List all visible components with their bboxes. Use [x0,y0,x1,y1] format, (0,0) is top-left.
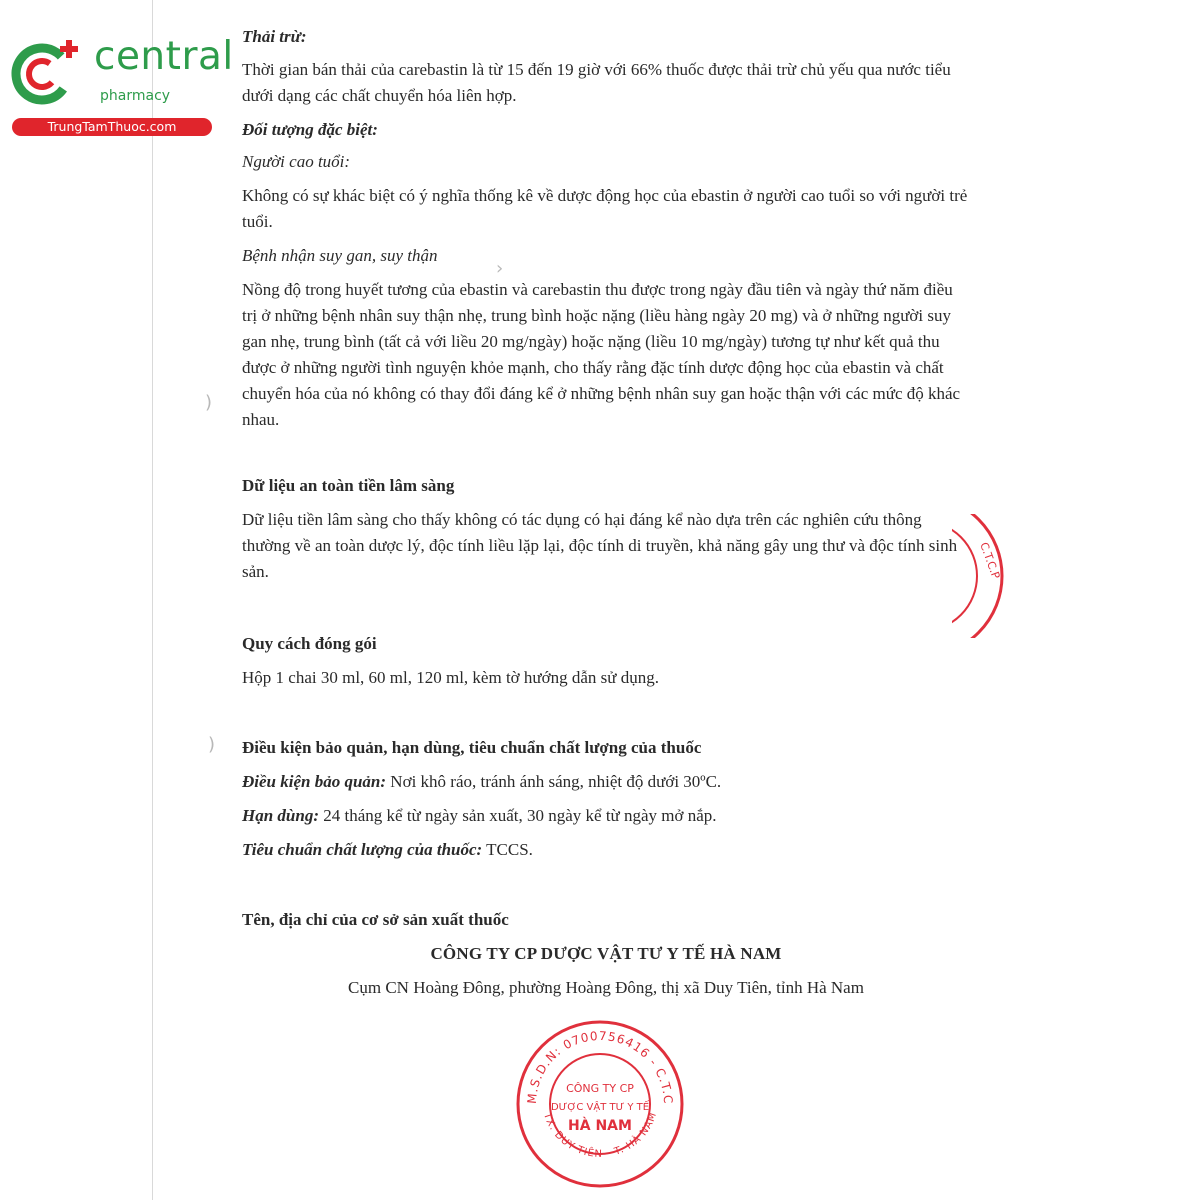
stamp-ring-text: M.S.D.N: 0700756416 - C.T.C [524,1028,676,1105]
packaging-heading: Quy cách đóng gói [242,634,377,653]
preclinical-text: Dữ liệu tiền lâm sàng cho thấy không có tác dụng có hại đáng kể nào dựa trên các nghiên cứu thông thường về an toàn dược lý, độc tính liều lặp lại, độc tính di truyền, khả năng gây ung thư và độc tính sinh sản. [242,510,958,581]
expiry-line [242,803,970,829]
stamp-line-1: CÔNG TY CP [566,1082,634,1095]
impairment-text: Nồng độ trong huyết tương của ebastin và carebastin thu được trong ngày đầu tiên và ngày thứ năm điều trị ở những bệnh nhân suy thận nhẹ, trung bình hoặc nặng (liều hàng ngày 20 mg) và ở những người suy gan nhẹ, trung bình (tất cả với liều 20 mg/ngày) hoặc nặng (liều 10 mg/ngày) tương tự như kết quả thu được ở những người tình nguyện khỏe mạnh, cho thấy rằng đặc tính dược động học của ebastin và chất chuyển hóa của nó không có thay đổi đáng kể ở những bệnh nhân suy gan hoặc thận với các mức độ khác nhau. [242,280,961,429]
storage-value: Nơi khô ráo, tránh ánh sáng, nhiệt độ dưới 30ºC. [386,772,722,791]
storage-heading: Điều kiện bảo quản, hạn dùng, tiêu chuẩn chất lượng của thuốc [242,738,702,757]
expiry-label: Hạn dùng: [242,806,319,825]
logo-c-cross-icon [8,38,88,108]
stamp-line-3: HÀ NAM [568,1118,632,1134]
company-stamp-edge [952,514,1008,638]
logo-site-badge: TrungTamThuoc.com [12,118,212,136]
expiry-value: 24 tháng kể từ ngày sản xuất, 30 ngày kể từ ngày mở nắp. [319,806,717,825]
impairment-heading: Bệnh nhận suy gan, suy thận [242,246,438,265]
central-pharmacy-logo [8,34,234,138]
stamp-edge-text: C.T.C.P [977,540,1003,581]
storage-label: Điều kiện bảo quản: [242,772,387,791]
manufacturer-company: CÔNG TY CP DƯỢC VẬT TƯ Y TẾ HÀ NAM [430,944,782,963]
document-body [242,24,970,1001]
page-fold-line [152,0,153,1200]
special-populations-heading: Đối tượng đặc biệt: [242,120,378,139]
logo-brand-text: central [94,34,234,79]
scan-speck: ) [208,734,216,755]
manufacturer-address: Cụm CN Hoàng Đông, phường Hoàng Đông, thị xã Duy Tiên, tỉnh Hà Nam [348,978,864,997]
elimination-heading: Thải trừ: [242,27,307,46]
stamp-line-2: DƯỢC VẬT TƯ Y TẾ [550,1102,650,1113]
preclinical-heading: Dữ liệu an toàn tiền lâm sàng [242,476,455,495]
scan-speck: ) [205,392,213,413]
elderly-text: Không có sự khác biệt có ý nghĩa thống kê về dược động học của ebastin ở người cao tuổi so với người trẻ tuổi. [242,186,968,231]
logo-sub-text: pharmacy [100,88,171,104]
elimination-text: Thời gian bán thải của carebastin là từ 15 đến 19 giờ với 66% thuốc được thải trừ chủ yếu qua nước tiểu dưới dạng các chất chuyển hóa liên hợp. [242,60,951,105]
standard-value: TCCS. [482,840,533,859]
manufacturer-heading: Tên, địa chỉ của cơ sở sản xuất thuốc [242,910,509,929]
company-stamp [514,1018,686,1190]
storage-line [242,769,970,795]
standard-label: Tiêu chuẩn chất lượng của thuốc: [242,840,483,859]
packaging-text: Hộp 1 chai 30 ml, 60 ml, 120 ml, kèm tờ hướng dẫn sử dụng. [242,668,659,687]
stamp-ring-bottom-text: TX. DUY TIÊN - T. HÀ NAM [541,1110,660,1160]
scan-speck: › [496,258,504,279]
standard-line [242,837,970,863]
elderly-heading: Người cao tuổi: [242,152,351,171]
